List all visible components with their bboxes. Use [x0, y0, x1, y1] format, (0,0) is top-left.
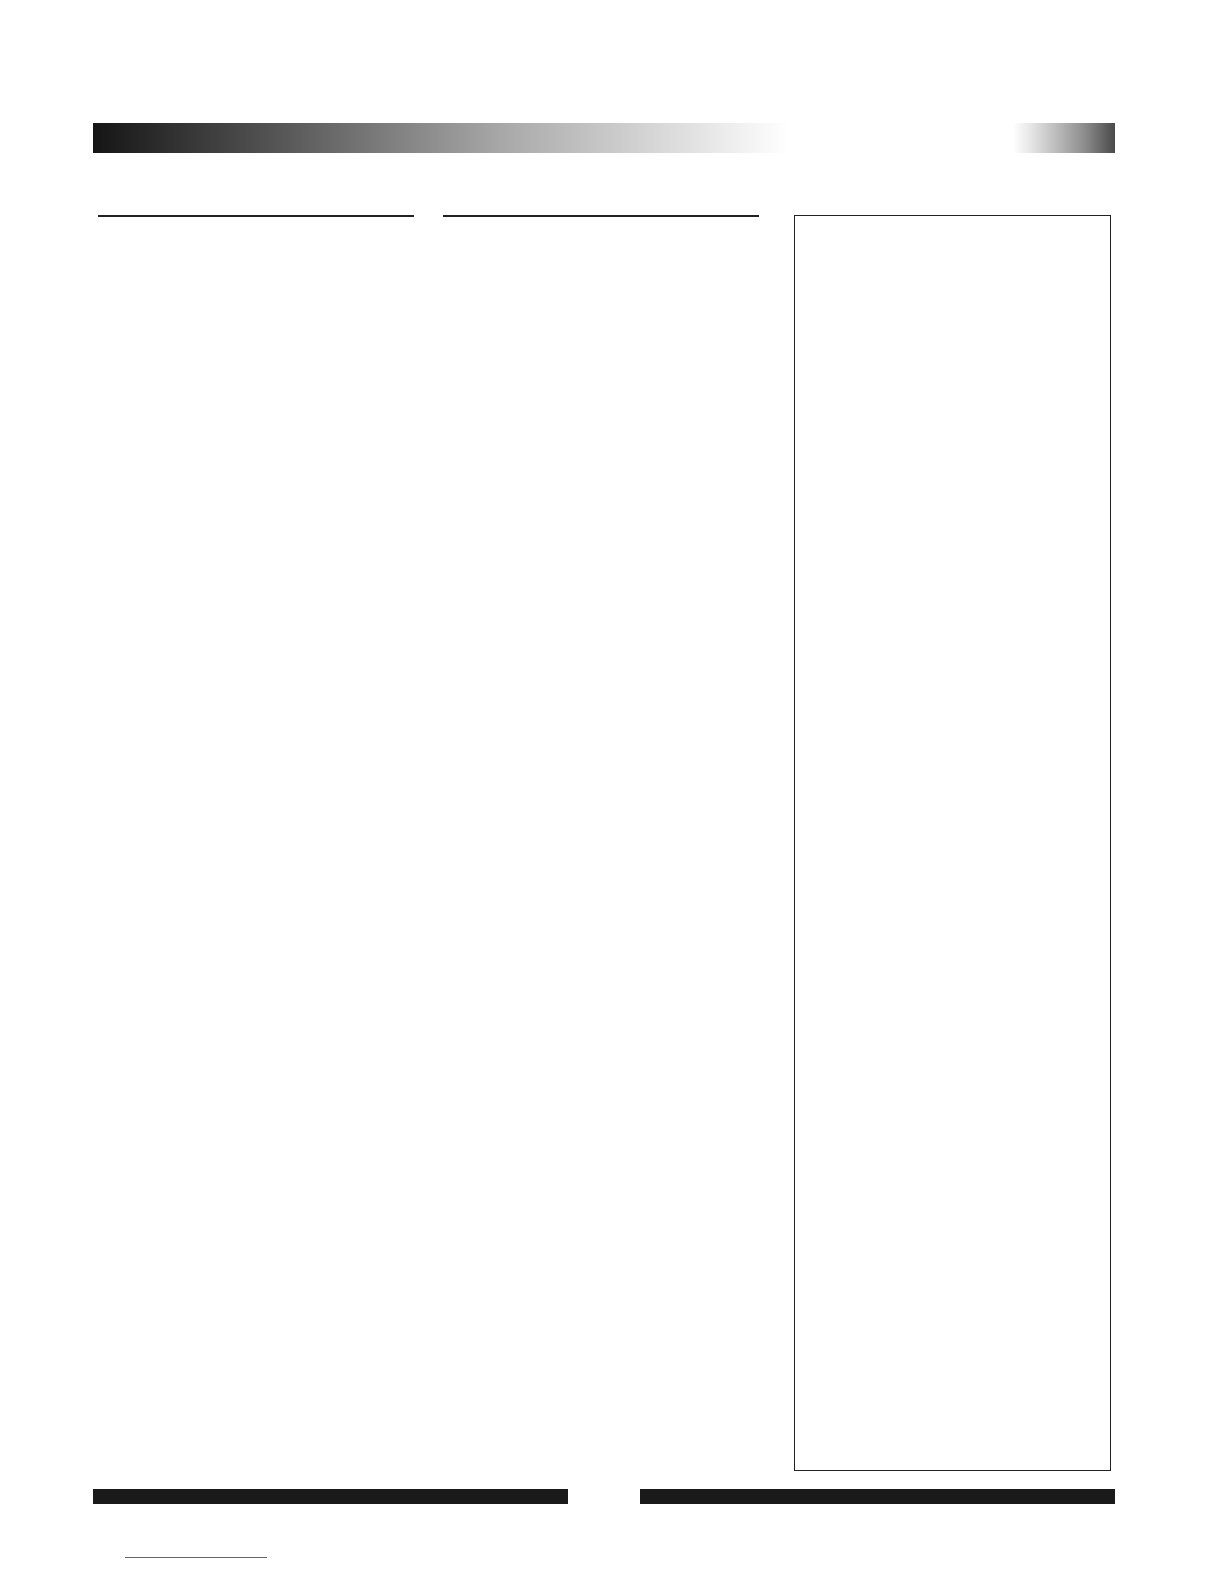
voice-table-column-1 [98, 215, 414, 217]
footer-bar-left [93, 1489, 568, 1504]
voice-table-column-2 [443, 215, 759, 217]
footer-bar-right [640, 1489, 1115, 1504]
footer-link-underline [125, 1557, 267, 1558]
header-gradient-bar [93, 123, 1115, 153]
voice-table-column-3 [794, 215, 1111, 1471]
